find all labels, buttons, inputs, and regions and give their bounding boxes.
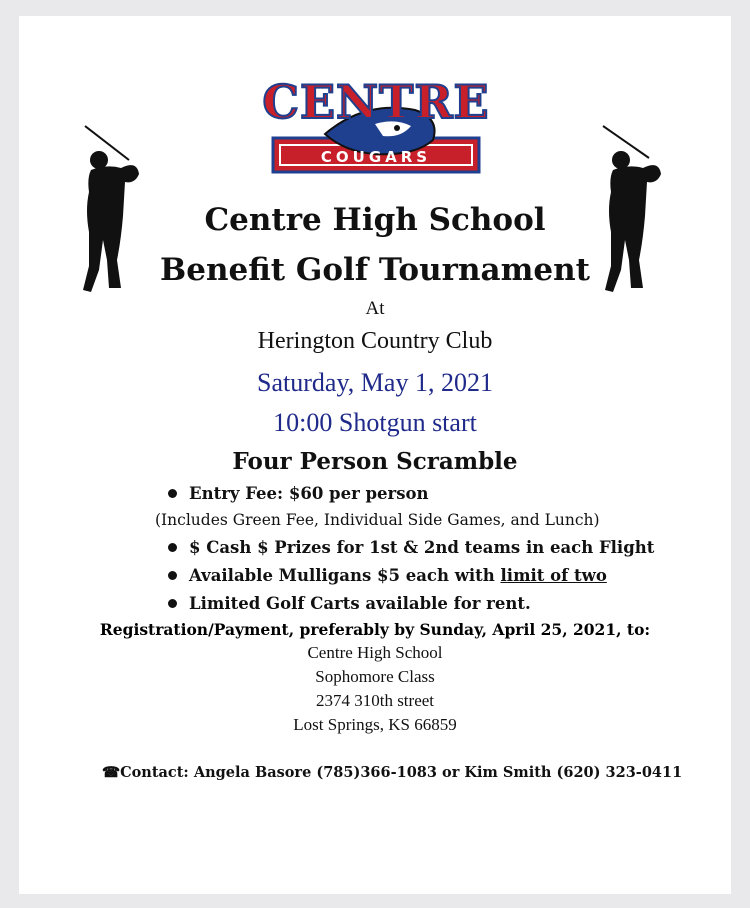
venue: Herington Country Club <box>257 328 493 354</box>
address-line-1: Centre High School <box>307 643 443 662</box>
registration-line: Registration/Payment, preferably by Sunday, April 25, 2021, to: <box>99 620 651 639</box>
title-line-1: Centre High School <box>204 202 546 238</box>
start-time: 10:00 Shotgun start <box>273 408 477 437</box>
carts-text: Limited Golf Carts available for rent. <box>189 594 531 613</box>
centre-cougars-logo <box>255 60 497 186</box>
bullet-prizes <box>168 538 654 557</box>
prizes-text: $ Cash $ Prizes for 1st & 2nd teams in each Flight <box>189 538 655 557</box>
mulligans-limit: limit of two <box>500 566 607 585</box>
entry-fee-text: Entry Fee: $60 per person <box>189 484 429 503</box>
address-line-3: 2374 310th street <box>315 691 435 710</box>
event-date: Saturday, May 1, 2021 <box>257 368 493 397</box>
mulligans-text: Available Mulligans $5 each with <box>189 566 501 585</box>
bullet-dot-icon <box>168 599 177 608</box>
contact-text: Contact: Angela Basore (785)366-1083 or Kim Smith (620) 323-0411 <box>120 764 683 781</box>
at-label: At <box>365 298 385 319</box>
bullet-entry-fee <box>168 484 429 503</box>
flyer-page <box>19 16 731 894</box>
includes-note: (Includes Green Fee, Individual Side Games, and Lunch) <box>155 511 600 529</box>
logo-bottom-word: COUGARS <box>320 148 432 166</box>
event-format: Four Person Scramble <box>232 448 518 475</box>
bullet-carts <box>168 594 531 613</box>
address-line-2: Sophomore Class <box>315 667 435 686</box>
logo-top-word: CENTRE <box>262 75 490 129</box>
phone-icon: ☎ <box>102 764 121 781</box>
bullet-dot-icon <box>168 489 177 498</box>
bullet-mulligans <box>168 566 607 585</box>
bullet-dot-icon <box>168 543 177 552</box>
contact-line <box>102 764 682 781</box>
bullet-dot-icon <box>168 571 177 580</box>
address-line-4: Lost Springs, KS 66859 <box>293 715 457 734</box>
title-line-2: Benefit Golf Tournament <box>160 252 590 288</box>
